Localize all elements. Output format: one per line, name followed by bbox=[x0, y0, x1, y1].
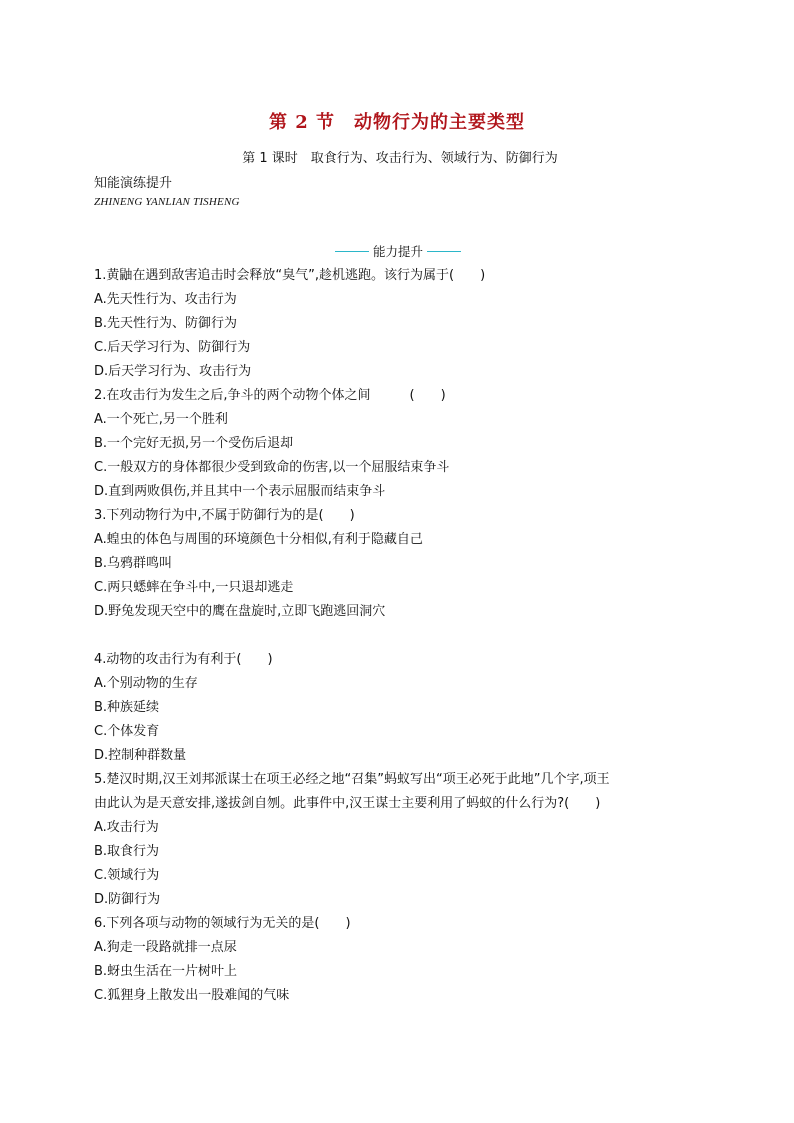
question-6-option-a: A.狗走一段路就排一点尿 bbox=[94, 940, 237, 955]
question-5-option-d: D.防御行为 bbox=[94, 892, 161, 907]
question-1-option-c: C.后天学习行为、防御行为 bbox=[94, 340, 251, 355]
question-3-option-a: A.蝗虫的体色与周围的环境颜色十分相似,有利于隐藏自己 bbox=[94, 532, 423, 547]
question-5-option-b: B.取食行为 bbox=[94, 844, 160, 859]
question-5-stem-line-2: 由此认为是天意安排,遂拔剑自刎。此事件中,汉王谋士主要利用了蚂蚁的什么行为?( ) bbox=[94, 796, 601, 811]
question-1-option-d: D.后天学习行为、攻击行为 bbox=[94, 364, 252, 379]
question-6-stem: 6.下列各项与动物的领域行为无关的是( ) bbox=[94, 916, 351, 931]
question-1-stem: 1.黄鼬在遇到敌害追击时会释放“臭气”,趁机逃跑。该行为属于( ) bbox=[94, 268, 486, 283]
question-5-stem-line-1: 5.楚汉时期,汉王刘邦派谋士在项王必经之地“召集”蚂蚁写出“项王必死于此地”几个字,项王 bbox=[94, 772, 610, 787]
question-1-option-a: A.先天性行为、攻击行为 bbox=[94, 292, 237, 307]
question-3-stem: 3.下列动物行为中,不属于防御行为的是( ) bbox=[94, 508, 355, 523]
question-6-option-c: C.狐狸身上散发出一股难闻的气味 bbox=[94, 988, 290, 1003]
question-4-option-d: D.控制种群数量 bbox=[94, 748, 187, 763]
lesson-subtitle: 第 1 课时 取食行为、攻击行为、领域行为、防御行为 bbox=[242, 151, 558, 166]
section-heading-pinyin: ZHINENG YANLIAN TISHENG bbox=[94, 196, 240, 208]
banner-line-left bbox=[335, 251, 369, 252]
question-5-option-c: C.领域行为 bbox=[94, 868, 160, 883]
section-heading-cn: 知能演练提升 bbox=[94, 176, 173, 191]
question-4-option-c: C.个体发育 bbox=[94, 724, 160, 739]
question-2-option-c: C.一般双方的身体都很少受到致命的伤害,以一个屈服结束争斗 bbox=[94, 460, 450, 475]
question-1-option-b: B.先天性行为、防御行为 bbox=[94, 316, 238, 331]
question-4-stem: 4.动物的攻击行为有利于( ) bbox=[94, 652, 273, 667]
question-3-option-d: D.野兔发现天空中的鹰在盘旋时,立即飞跑逃回洞穴 bbox=[94, 604, 386, 619]
question-3-option-c: C.两只蟋蟀在争斗中,一只退却逃走 bbox=[94, 580, 294, 595]
question-5-option-a: A.攻击行为 bbox=[94, 820, 159, 835]
question-2-stem: 2.在攻击行为发生之后,争斗的两个动物个体之间 ( ) bbox=[94, 388, 446, 403]
banner-line-right bbox=[427, 251, 461, 252]
question-3-option-b: B.乌鸦群鸣叫 bbox=[94, 556, 173, 571]
question-6-option-b: B.蚜虫生活在一片树叶上 bbox=[94, 964, 238, 979]
question-4-option-b: B.种族延续 bbox=[94, 700, 160, 715]
question-2-option-d: D.直到两败俱伤,并且其中一个表示屈服而结束争斗 bbox=[94, 484, 386, 499]
banner-label: 能力提升 bbox=[373, 244, 424, 259]
ability-banner bbox=[335, 243, 461, 259]
question-2-option-b: B.一个完好无损,另一个受伤后退却 bbox=[94, 436, 294, 451]
question-4-option-a: A.个别动物的生存 bbox=[94, 676, 198, 691]
page-title: 第 2 节 动物行为的主要类型 bbox=[268, 112, 526, 133]
question-2-option-a: A.一个死亡,另一个胜利 bbox=[94, 412, 228, 427]
